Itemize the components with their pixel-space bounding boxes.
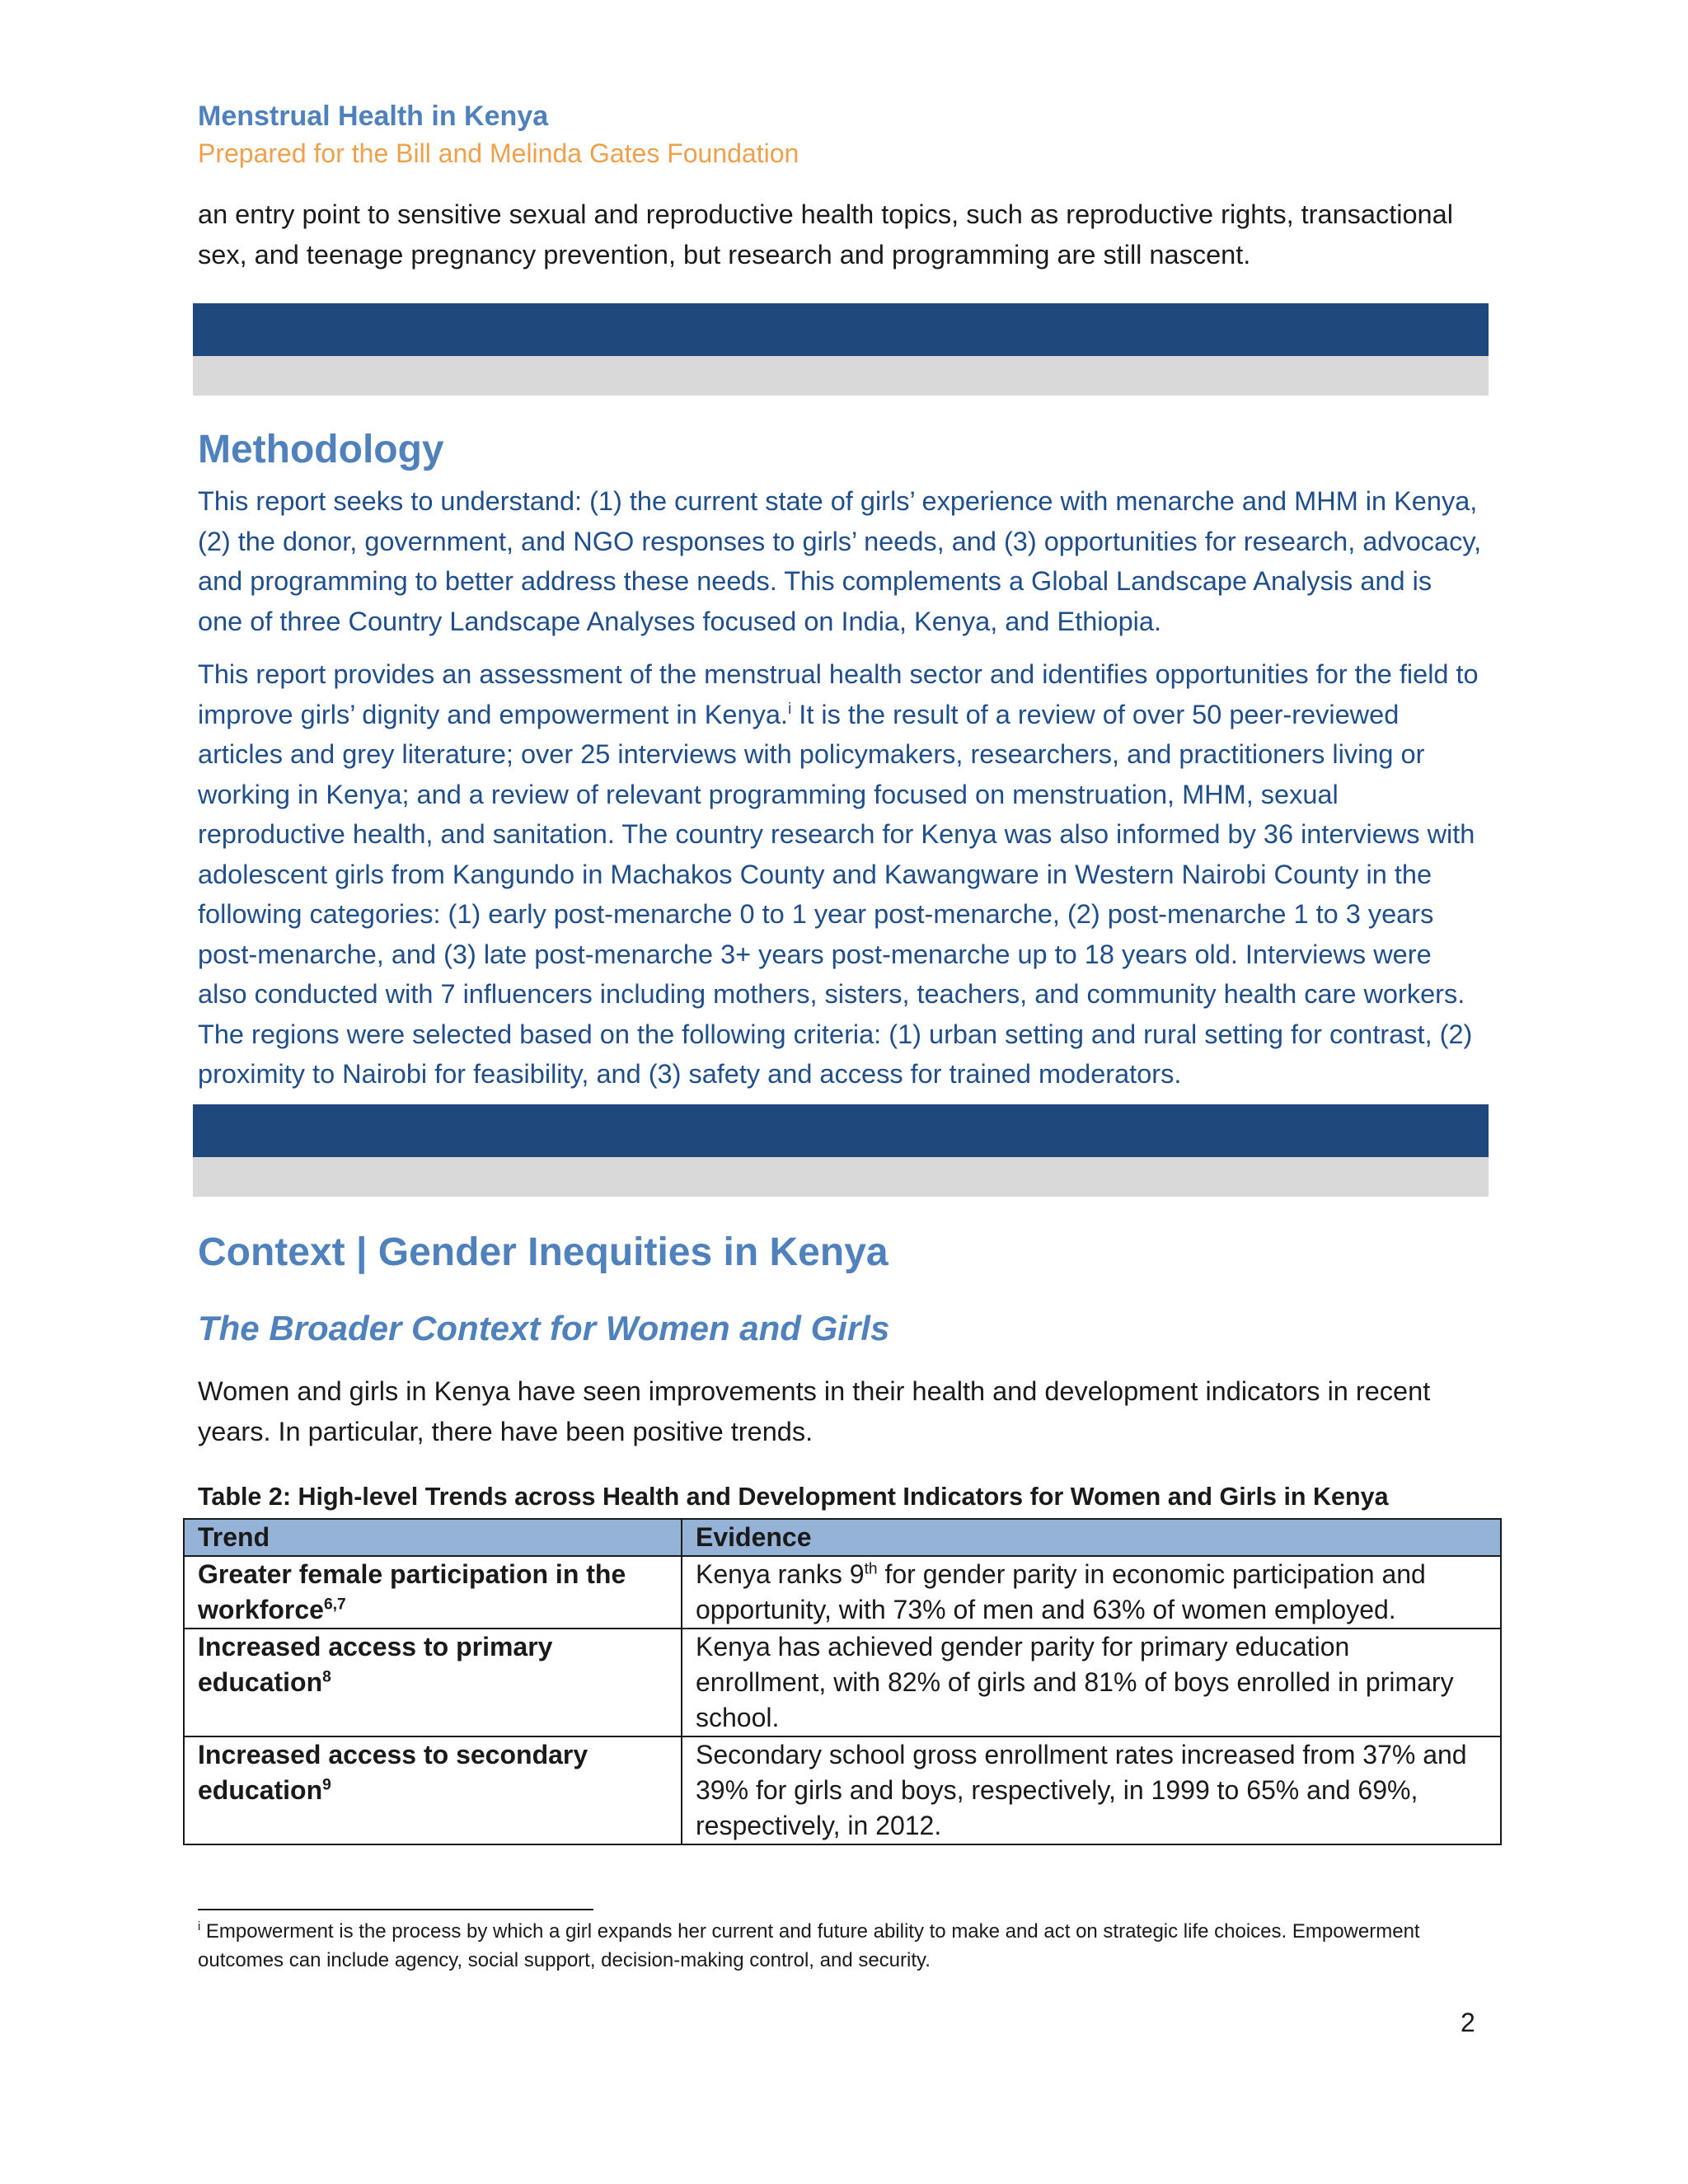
context-paragraph: Women and girls in Kenya have seen improvements in their health and development indicators in recent years. In particular, there have been positive trends. — [198, 1376, 1431, 1446]
methodology-paragraph-1: This report seeks to understand: (1) the current state of girls’ experience with menarche and MHM in Kenya, (2) the donor, government, and NGO responses to girls’ needs, and (3) opportunities for research, advocacy, and programming to better address these needs. This complements a Global Landscape Analysis and is one of three Country Landscape Analyses focused on India, Kenya, and Ethiopia. — [198, 486, 1482, 636]
evidence-text-part2: for gender parity in economic participation and opportunity, with 73% of men and 63% of women employed. — [696, 1559, 1426, 1624]
ordinal-suffix: th — [864, 1560, 878, 1578]
citation-reference[interactable]: 6,7 — [323, 1596, 346, 1614]
trend-text: Increased access to primary education — [198, 1632, 553, 1697]
methodology-paragraph-2 — [198, 654, 1484, 1094]
table-caption: Table 2: High-level Trends across Health and Development Indicators for Women and Girls in Kenya — [198, 1483, 1389, 1511]
section-divider-dark — [193, 303, 1489, 356]
methodology-paragraph-2-part1: This report provides an assessment of the menstrual health sector and identifies opportunities for the field to improve girls’ dignity and empowerment in Kenya. — [198, 659, 1479, 729]
trend-cell — [184, 1736, 682, 1844]
footnote-separator — [198, 1909, 593, 1910]
trends-table — [183, 1518, 1502, 1845]
evidence-text-part1: Kenya ranks 9 — [696, 1559, 865, 1589]
evidence-cell: Secondary school gross enrollment rates increased from 37% and 39% for girls and boys, respectively, in 1999 to 65% and 69%, respectively, in 2012. — [682, 1736, 1501, 1844]
trend-text: Greater female participation in the workforce — [198, 1559, 626, 1624]
evidence-cell — [682, 1556, 1501, 1629]
table-header-row — [184, 1519, 1501, 1556]
context-heading: Context | Gender Inequities in Kenya — [198, 1230, 889, 1274]
context-subheading: The Broader Context for Women and Girls — [198, 1309, 890, 1347]
footnote — [198, 1917, 1484, 1975]
methodology-heading: Methodology — [198, 428, 444, 471]
column-header-evidence: Evidence — [682, 1519, 1501, 1556]
footnote-reference[interactable]: i — [787, 699, 792, 718]
section-divider-light — [193, 1157, 1489, 1197]
page-number: 2 — [1461, 2008, 1475, 2037]
table-row — [184, 1736, 1501, 1844]
footnote-text: Empowerment is the process by which a girl expands her current and future ability to make and act on strategic life choices. Empowerment outcomes can include agency, social support, decision-making control, and security. — [198, 1920, 1420, 1971]
header-title: Menstrual Health in Kenya — [198, 101, 549, 132]
trend-cell — [184, 1556, 682, 1629]
table-row — [184, 1556, 1501, 1629]
methodology-paragraph-2-part2: It is the result of a review of over 50 peer-reviewed articles and grey literature; over 25 interviews with policymakers, researchers, and practitioners living or working in Kenya; and a review of relevant programming focused on menstruation, MHM, sexual reproductive health, and sanitation. The country research for Kenya was also informed by 36 interviews with adolescent girls from Kangundo in Machakos County and Kawangware in Western Nairobi County in the following categories: (1) early post-menarche 0 to 1 year post-menarche, (2) post-menarche 1 to 3 years post-menarche, and (3) late post-menarche 3+ years post-menarche up to 18 years old. Interviews were also conducted with 7 influencers including mothers, sisters, teachers, and community health care workers. The regions were selected based on the following criteria: (1) urban setting and rural setting for contrast, (2) proximity to Nairobi for feasibility, and (3) safety and access for trained moderators. — [198, 699, 1475, 1089]
running-header — [198, 97, 799, 171]
column-header-trend: Trend — [184, 1519, 682, 1556]
citation-reference[interactable]: 9 — [322, 1776, 331, 1794]
trend-text: Increased access to secondary education — [198, 1740, 588, 1805]
footnote-mark: i — [198, 1920, 201, 1933]
citation-reference[interactable]: 8 — [322, 1668, 331, 1686]
header-subtitle: Prepared for the Bill and Melinda Gates Foundation — [198, 138, 799, 168]
intro-paragraph: an entry point to sensitive sexual and reproductive health topics, such as reproductive rights, transactional sex, and teenage pregnancy prevention, but research and programming are still nascent. — [198, 199, 1453, 269]
section-divider-dark — [193, 1104, 1489, 1157]
trend-cell — [184, 1629, 682, 1736]
evidence-cell: Kenya has achieved gender parity for primary education enrollment, with 82% of girls and 81% of boys enrolled in primary school. — [682, 1629, 1501, 1736]
section-divider-light — [193, 356, 1489, 396]
table-row — [184, 1629, 1501, 1736]
